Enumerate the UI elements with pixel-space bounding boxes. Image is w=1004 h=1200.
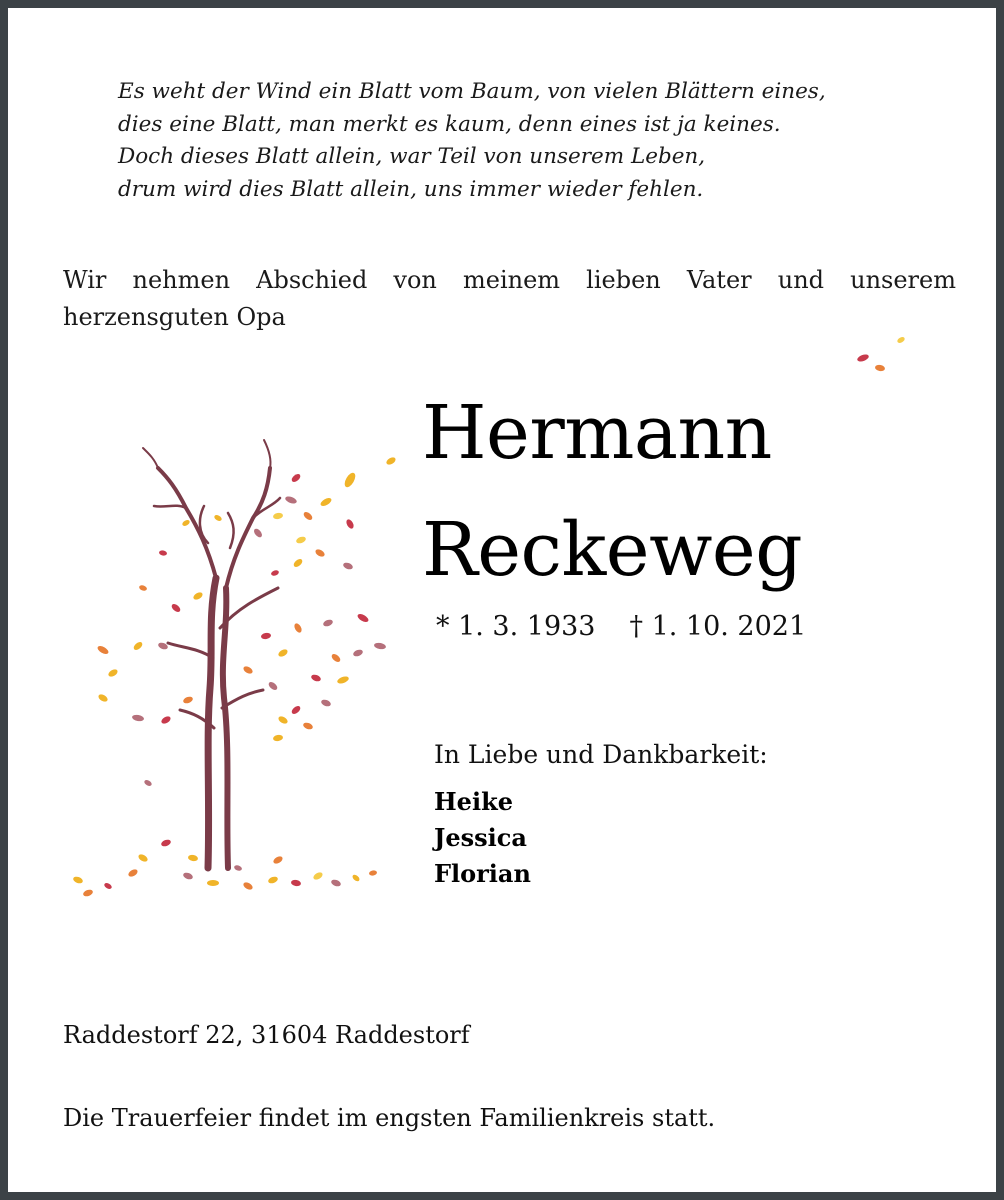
address: Raddestorf 22, 31604 Raddestorf	[63, 1021, 470, 1049]
poem	[118, 76, 978, 206]
death-date: † 1. 10. 2021	[629, 611, 807, 642]
poem-line: drum wird dies Blatt allein, uns immer wieder fehlen.	[118, 176, 704, 202]
deceased-last-name: Reckeweg	[422, 507, 803, 593]
funeral-notice: Die Trauerfeier findet im engsten Familienkreis statt.	[63, 1104, 716, 1132]
deceased-first-name: Hermann	[422, 390, 772, 476]
life-dates	[436, 609, 806, 645]
mourner-name: Heike	[434, 787, 513, 816]
mourner-name: Florian	[434, 859, 531, 888]
mourner-name: Jessica	[434, 823, 527, 852]
mourners-list	[434, 784, 531, 892]
tree-trunk	[143, 440, 280, 868]
poem-line: dies eine Blatt, man merkt es kaum, denn eines ist ja keines.	[118, 111, 781, 137]
intro-text: Wir nehmen Abschied von meinem lieben Vater und unserem herzensguten Opa	[63, 266, 956, 331]
poem-line: Es weht der Wind ein Blatt vom Baum, von vielen Blättern eines,	[118, 79, 826, 104]
thanks-heading: In Liebe und Dankbarkeit:	[434, 740, 768, 769]
birth-date: * 1. 3. 1933	[436, 611, 596, 642]
poem-line: Doch dieses Blatt allein, war Teil von unserem Leben,	[118, 144, 706, 169]
